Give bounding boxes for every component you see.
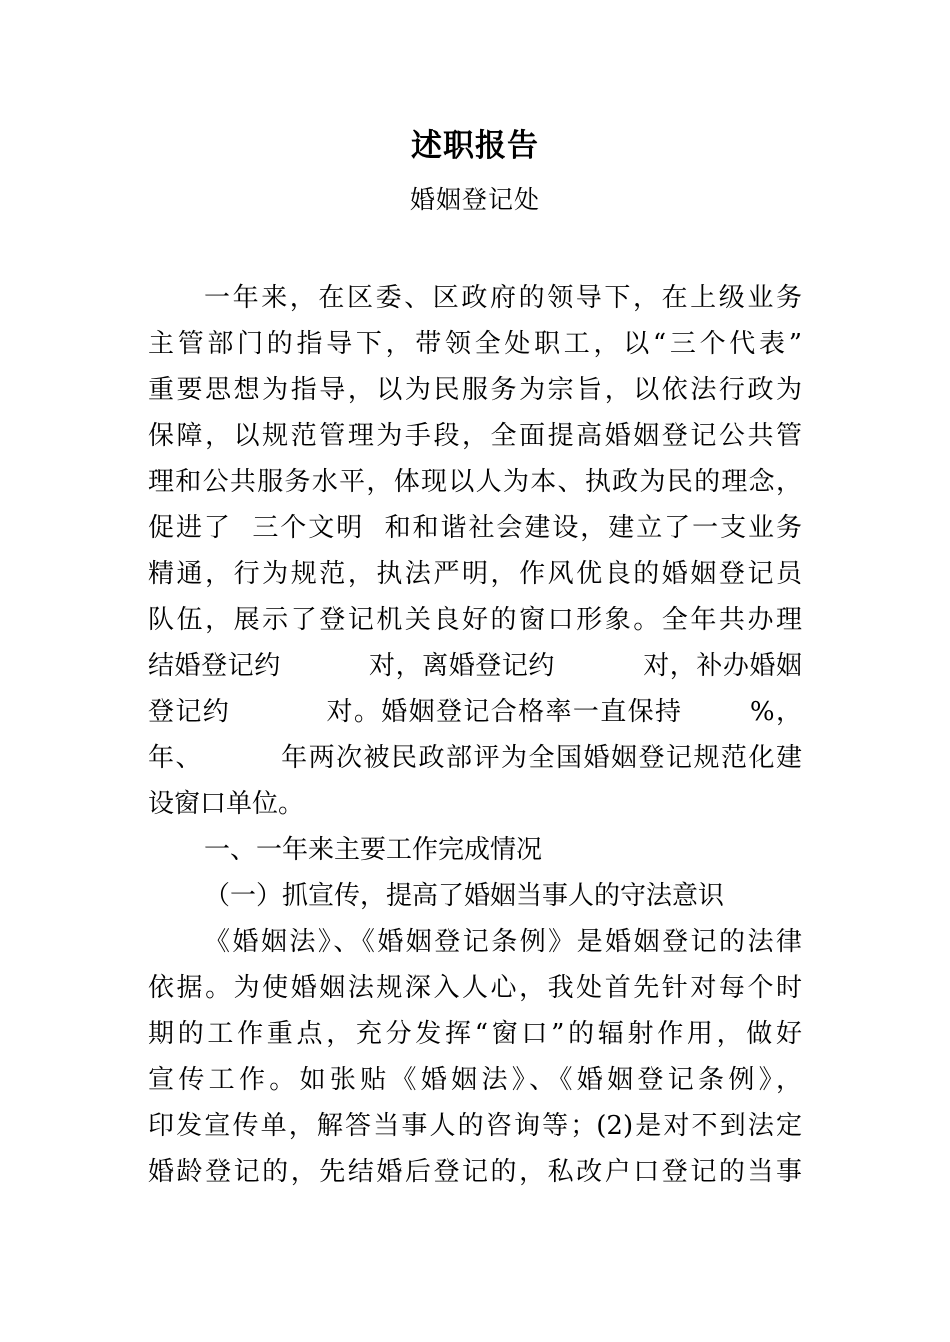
paragraph-line: 年、 年两次被民政部评为全国婚姻登记规范化建: [148, 743, 802, 773]
paragraph-line: 一年来，在区委、区政府的领导下，在上级业务: [204, 283, 802, 313]
paragraph-line: 保障，以规范管理为手段，全面提高婚姻登记公共管: [148, 421, 802, 451]
paragraph-line: 登记约 对。婚姻登记合格率一直保持 %，: [148, 697, 802, 727]
paragraph-line: 理和公共服务水平，体现以人为本、执政为民的理念，: [148, 467, 802, 497]
paragraph-line: 主管部门的指导下，带领全处职工，以“三个代表”: [148, 329, 802, 359]
paragraph-line: 印发宣传单，解答当事人的咨询等；(2)是对不到法定: [148, 1111, 802, 1141]
document-title: 述职报告: [411, 128, 539, 164]
paragraph-line: 重要思想为指导，以为民服务为宗旨，以依法行政为: [148, 375, 802, 405]
subsection-heading: （一）抓宣传，提高了婚姻当事人的守法意识: [204, 881, 725, 911]
document-subtitle: 婚姻登记处: [409, 185, 540, 214]
paragraph-line: 精通，行为规范，执法严明，作风优良的婚姻登记员: [148, 559, 802, 589]
paragraph-line: 期的工作重点，充分发挥“窗口”的辐射作用，做好: [148, 1019, 802, 1049]
paragraph-line: 宣传工作。如张贴《婚姻法》、《婚姻登记条例》，: [148, 1065, 802, 1095]
paragraph-line: 《婚姻法》、《婚姻登记条例》是婚姻登记的法律: [204, 927, 802, 957]
paragraph-line: 依据。为使婚姻法规深入人心，我处首先针对每个时: [148, 973, 802, 1003]
paragraph-line: 设窗口单位。: [148, 789, 305, 819]
paragraph-line: 队伍，展示了登记机关良好的窗口形象。全年共办理: [148, 605, 802, 635]
paragraph-line: 促进了 三个文明 和和谐社会建设，建立了一支业务: [148, 513, 802, 543]
paragraph-line: 结婚登记约 对，离婚登记约 对，补办婚姻: [148, 651, 802, 681]
paragraph-line: 婚龄登记的，先结婚后登记的，私改户口登记的当事: [148, 1157, 802, 1187]
section-heading: 一、一年来主要工作完成情况: [204, 835, 543, 865]
